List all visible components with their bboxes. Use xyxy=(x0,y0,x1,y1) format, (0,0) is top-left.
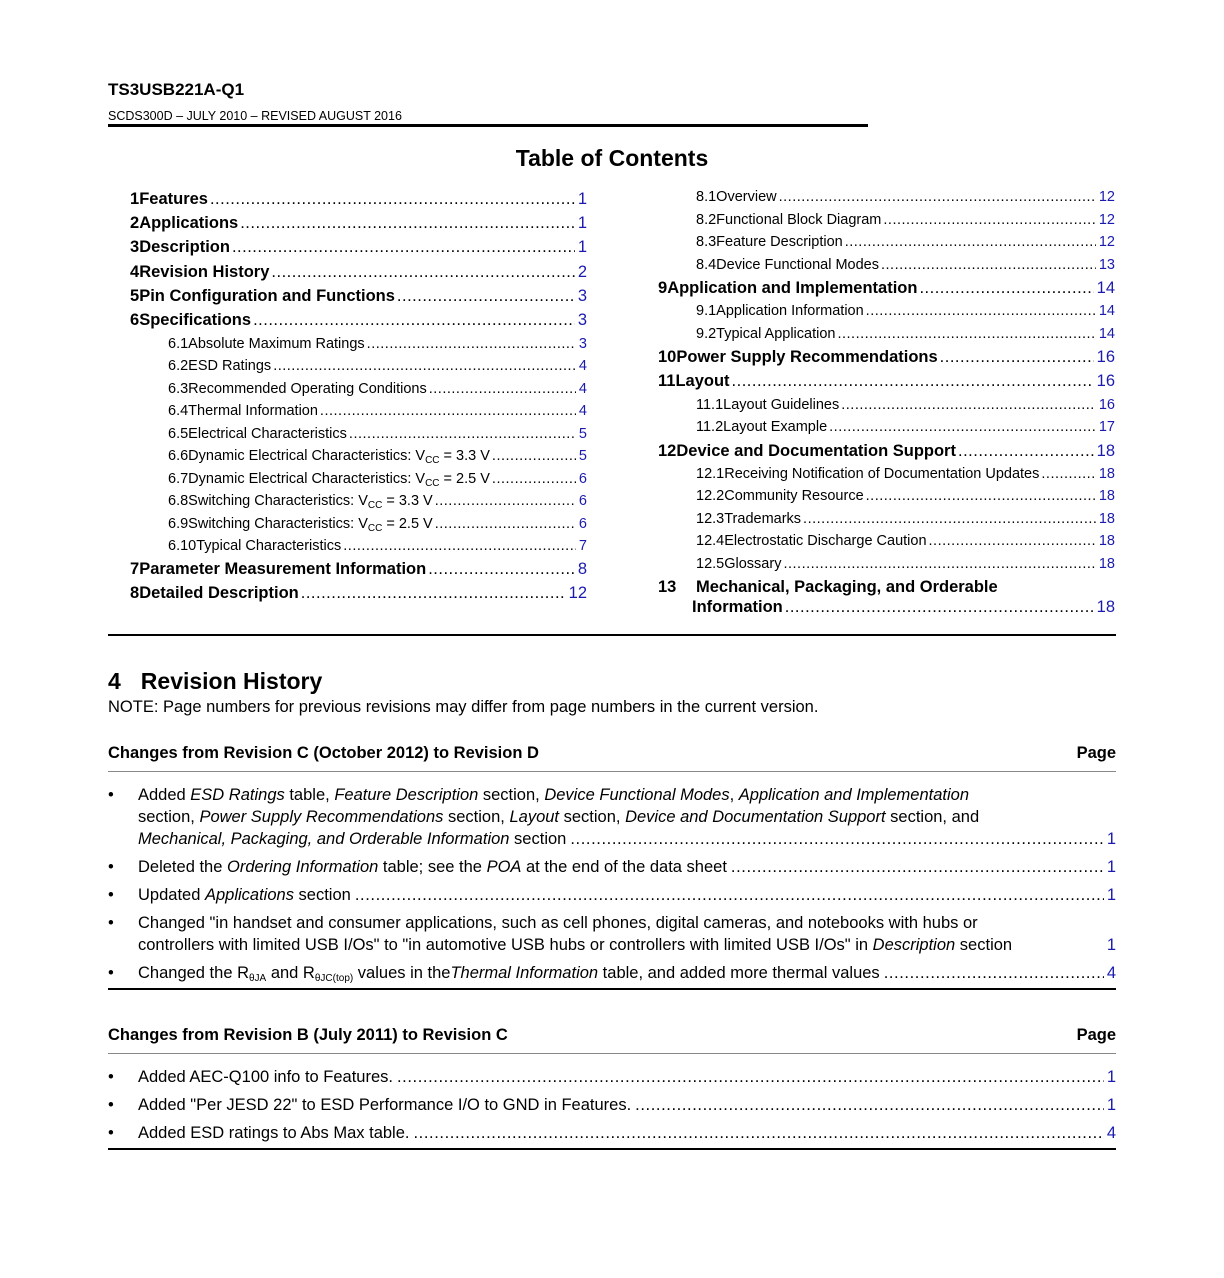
toc-entry-label: Absolute Maximum Ratings xyxy=(188,336,365,352)
toc-leader xyxy=(785,598,1094,617)
toc-entry-page[interactable]: 18 xyxy=(1098,511,1115,527)
toc-entry[interactable] xyxy=(130,214,587,238)
toc-entry[interactable] xyxy=(130,287,587,311)
toc-entry[interactable] xyxy=(130,263,587,287)
toc-entry-label: Description xyxy=(139,238,230,256)
toc-entry-number: 6.4 xyxy=(168,403,189,419)
toc-entry-label: Dynamic Electrical Characteristics: $V_{CC} = 2.5$ V xyxy=(188,471,490,489)
toc-leader xyxy=(929,533,1096,549)
toc-entry-label: Dynamic Electrical Characteristics: $V_{CC} = 3.3$ V xyxy=(188,448,490,466)
leader-dots xyxy=(635,1094,1104,1116)
toc-leader xyxy=(253,311,575,330)
toc-entry-number: 12 xyxy=(658,442,677,460)
toc-subentry[interactable] xyxy=(696,326,1115,348)
toc-entry-page[interactable]: 18 xyxy=(1098,466,1115,482)
toc-entry-label: Device and Documentation Support xyxy=(676,442,956,460)
toc-subentry[interactable] xyxy=(696,511,1115,533)
toc-entry-label: Detailed Description xyxy=(139,584,299,602)
toc-subentry[interactable] xyxy=(696,257,1115,279)
toc-entry-page[interactable]: 6 xyxy=(578,493,587,509)
toc-entry-label: ESD Ratings xyxy=(188,358,272,374)
header-rule xyxy=(108,124,868,127)
toc-entry-number: 6.5 xyxy=(168,426,189,442)
toc-entry-page[interactable]: 4 xyxy=(578,381,587,397)
toc-entry-number: 11.1 xyxy=(696,397,724,413)
toc-leader xyxy=(240,214,575,233)
toc-entry-page[interactable]: 1 xyxy=(577,190,587,208)
toc-entry-number: 5 xyxy=(130,287,140,305)
toc-subentry[interactable] xyxy=(696,303,1115,325)
page-column-label: Page xyxy=(1076,744,1116,762)
toc-entry-number: 9 xyxy=(658,279,668,297)
leader-dots xyxy=(414,1122,1104,1144)
bullet-icon: • xyxy=(108,1068,114,1086)
toc-leader xyxy=(1041,466,1096,482)
toc-entry-number: 6.2 xyxy=(168,358,189,374)
toc-entry-number: 9.2 xyxy=(696,326,717,342)
change-page-link[interactable]: 1 xyxy=(1106,858,1116,876)
toc-entry-label: Recommended Operating Conditions xyxy=(188,381,427,397)
toc-entry-number: 1 xyxy=(130,190,140,208)
toc-leader xyxy=(210,190,575,209)
toc-subentry[interactable] xyxy=(696,488,1115,510)
toc-leader xyxy=(779,189,1096,205)
toc-entry-label: Application Information xyxy=(716,303,864,319)
toc-entry-label: Electrical Characteristics xyxy=(188,426,347,442)
toc-leader xyxy=(940,348,1094,367)
toc-entry-page[interactable]: 16 xyxy=(1096,348,1115,366)
toc-entry[interactable] xyxy=(130,584,587,608)
change-group-rule xyxy=(108,1053,1116,1054)
toc-leader xyxy=(829,419,1096,435)
toc-subentry[interactable] xyxy=(168,493,587,515)
toc-entry-number: 8 xyxy=(130,584,140,602)
toc-entry-page[interactable]: 17 xyxy=(1098,419,1115,435)
toc-entry-page[interactable]: 18 xyxy=(1098,556,1115,572)
toc-subentry[interactable] xyxy=(696,189,1115,211)
change-item: • Updated Applications section ..... 1 xyxy=(108,884,1116,906)
toc-entry-page[interactable]: 14 xyxy=(1098,303,1115,319)
toc-subentry[interactable] xyxy=(168,426,587,448)
toc-leader xyxy=(866,488,1096,504)
toc-entry-page[interactable]: 1 xyxy=(577,238,587,256)
toc-entry-number: 6 xyxy=(130,311,140,329)
toc-entry-page[interactable]: 12 xyxy=(1098,212,1115,228)
leader-dots xyxy=(731,856,1104,878)
toc-entry-number: 12.2 xyxy=(696,488,725,504)
toc-entry-page[interactable]: 2 xyxy=(577,263,587,281)
toc-subentry[interactable] xyxy=(696,466,1115,488)
toc-entry-page[interactable]: 16 xyxy=(1096,372,1115,390)
change-page-link[interactable]: 1 xyxy=(1106,1096,1116,1114)
change-group-header xyxy=(108,744,1116,763)
change-page-link[interactable]: 1 xyxy=(1106,936,1116,954)
toc-entry-page[interactable]: 12 xyxy=(1098,189,1115,205)
toc-leader xyxy=(320,403,576,419)
toc-leader xyxy=(301,584,566,603)
change-group-rule xyxy=(108,771,1116,772)
toc-leader xyxy=(958,442,1094,461)
toc-entry-label: Trademarks xyxy=(724,511,802,527)
toc-entry-number: 6.6 xyxy=(168,448,189,464)
toc-subentry[interactable] xyxy=(168,448,587,470)
toc-entry-label: Power Supply Recommendations xyxy=(676,348,938,366)
toc-leader xyxy=(367,336,576,352)
toc-entry-page[interactable]: 16 xyxy=(1098,397,1115,413)
toc-leader xyxy=(343,538,576,554)
toc-entry-number: 7 xyxy=(130,560,140,578)
toc-subentry[interactable] xyxy=(696,419,1115,441)
toc-entry-page[interactable]: 8 xyxy=(577,560,587,578)
toc-entry-page[interactable]: 18 xyxy=(1098,533,1115,549)
toc-entry-page[interactable]: 4 xyxy=(578,403,587,419)
toc-leader xyxy=(881,257,1096,273)
toc-subentry[interactable] xyxy=(696,533,1115,555)
toc-leader xyxy=(271,263,574,282)
toc-entry[interactable] xyxy=(130,238,587,262)
toc-entry-label: Functional Block Diagram xyxy=(716,212,882,228)
toc-entry-label: Community Resource xyxy=(724,488,864,504)
toc-subentry[interactable] xyxy=(168,336,587,358)
toc-entry-label: Layout Example xyxy=(723,419,828,435)
toc-entry-page[interactable]: 18 xyxy=(1096,598,1115,616)
toc-entry-label: Layout Guidelines xyxy=(723,397,840,413)
toc-entry-page[interactable]: 13 xyxy=(1098,257,1115,273)
toc-leader xyxy=(429,381,576,397)
toc-entry-label: Mechanical, Packaging, and Orderable xyxy=(696,578,998,596)
change-group-title: Changes from Revision B (July 2011) to Revision C xyxy=(108,1026,508,1044)
toc-entry-label: Receiving Notification of Documentation Updates xyxy=(724,466,1040,482)
toc-entry[interactable] xyxy=(130,190,587,214)
toc-entry-page[interactable]: 6 xyxy=(578,516,587,532)
toc-entry-number: 10 xyxy=(658,348,677,366)
toc-entry-page[interactable]: 5 xyxy=(578,426,587,442)
toc-entry-page[interactable]: 1 xyxy=(577,214,587,232)
toc-entry-label: Typical Characteristics xyxy=(196,538,342,554)
toc-entry-page[interactable]: 7 xyxy=(578,538,587,554)
bullet-icon: • xyxy=(108,886,114,904)
change-item: • Deleted the Ordering Information table; see the POA at the end of the data sheet ..... 1 xyxy=(108,856,1116,878)
toc-entry-label: Overview xyxy=(716,189,777,205)
toc-leader xyxy=(273,358,576,374)
toc-leader xyxy=(349,426,576,442)
change-item: • Changed the $R_{\theta JA}$ and $R_{\theta JC(top)}$ values in theThermal Information table, and added more thermal values ..... 4 xyxy=(108,962,1116,986)
change-group-header xyxy=(108,1026,1116,1045)
toc-subentry[interactable] xyxy=(168,516,587,538)
toc-entry-number: 3 xyxy=(130,238,140,256)
change-item: • Added ESD ratings to Abs Max table. ..... 4 xyxy=(108,1122,1116,1144)
toc-bottom-rule xyxy=(108,634,1116,636)
toc-subentry[interactable] xyxy=(696,212,1115,234)
change-item: • Added AEC-Q100 info to Features. ..... 1 xyxy=(108,1066,1116,1088)
toc-entry-number: 9.1 xyxy=(696,303,717,319)
change-group-title: Changes from Revision C (October 2012) to Revision D xyxy=(108,744,539,762)
toc-entry-number: 6.10 xyxy=(168,538,197,554)
toc-subentry[interactable] xyxy=(696,234,1115,256)
toc-leader xyxy=(783,556,1095,572)
toc-entry-label: Parameter Measurement Information xyxy=(139,560,427,578)
bullet-icon: • xyxy=(108,1096,114,1114)
leader-dots xyxy=(355,884,1104,906)
document-id: SCDS300D – JULY 2010 – REVISED AUGUST 2016 xyxy=(108,109,402,123)
toc-leader xyxy=(232,238,575,257)
revision-note: NOTE: Page numbers for previous revisions may differ from page numbers in the current version. xyxy=(108,698,819,716)
toc-entry-page[interactable]: 12 xyxy=(568,584,587,602)
toc-subentry[interactable] xyxy=(168,403,587,425)
toc-entry-page[interactable]: 3 xyxy=(578,336,587,352)
change-page-link[interactable]: 4 xyxy=(1106,1124,1116,1142)
change-item: • Added "Per JESD 22" to ESD Performance I/O to GND in Features. ..... 1 xyxy=(108,1094,1116,1116)
bullet-icon: • xyxy=(108,858,114,876)
toc-leader xyxy=(883,212,1095,228)
revision-history-heading: 4 Revision History xyxy=(108,668,323,694)
toc-entry-number: 6.7 xyxy=(168,471,189,487)
leader-dots xyxy=(397,1066,1104,1088)
toc-subentry[interactable] xyxy=(168,381,587,403)
change-page-link[interactable]: 1 xyxy=(1106,886,1116,904)
toc-entry-page[interactable]: 18 xyxy=(1098,488,1115,504)
toc-leader xyxy=(837,326,1095,342)
bullet-icon: • xyxy=(108,964,114,982)
toc-entry-number: 13 xyxy=(658,578,677,596)
toc-entry[interactable] xyxy=(658,279,1115,303)
toc-leader xyxy=(492,448,576,464)
toc-leader xyxy=(492,471,576,487)
page-column-label: Page xyxy=(1076,1026,1116,1044)
toc-entry-page[interactable]: 6 xyxy=(578,471,587,487)
toc-entry-number: 8.1 xyxy=(696,189,717,205)
change-item: • Added ESD Ratings table, Feature Description section, Device Functional Modes, Application and Implementation section, Power Supply Recommendations section, Layout section, Device and Documentation Support section, and Mechanical, Packaging, and Orderable Information section ..... 1 xyxy=(108,784,1116,850)
toc-subentry[interactable] xyxy=(168,471,587,493)
toc-leader xyxy=(428,560,575,579)
toc-entry-number: 6.9 xyxy=(168,516,189,532)
toc-entry-label: Typical Application xyxy=(716,326,836,342)
toc-entry-label: Glossary xyxy=(724,556,782,572)
bullet-icon: • xyxy=(108,786,114,804)
change-item: • Changed "in handset and consumer applications, such as cell phones, digital cameras, and notebooks with hubs or controllers with limited USB I/Os" to "in automotive USB hubs or controllers with limited USB I/Os" in Description section 1 xyxy=(108,914,1116,954)
toc-leader xyxy=(435,516,576,532)
toc-entry-page[interactable]: 3 xyxy=(577,287,587,305)
toc-entry[interactable] xyxy=(130,311,587,335)
toc-entry-number: 8.3 xyxy=(696,234,717,250)
toc-title: Table of Contents xyxy=(515,145,709,171)
toc-entry-label: Revision History xyxy=(139,263,270,281)
toc-entry-number: 2 xyxy=(130,214,140,232)
toc-entry-number: 4 xyxy=(130,263,140,281)
toc-leader xyxy=(397,287,575,306)
toc-entry[interactable] xyxy=(658,442,1115,466)
toc-entry-page[interactable]: 4 xyxy=(578,358,587,374)
toc-entry-label: Application and Implementation xyxy=(667,279,918,297)
toc-entry-number: 12.4 xyxy=(696,533,725,549)
toc-entry-page[interactable]: 3 xyxy=(577,311,587,329)
toc-leader xyxy=(435,493,576,509)
toc-entry-number: 8.2 xyxy=(696,212,717,228)
toc-entry[interactable] xyxy=(692,598,1115,622)
leader-dots xyxy=(570,828,1103,850)
toc-entry-label: Pin Configuration and Functions xyxy=(139,287,395,305)
toc-entry-label: Electrostatic Discharge Caution xyxy=(724,533,927,549)
toc-leader xyxy=(803,511,1096,527)
toc-entry-label: Feature Description xyxy=(716,234,843,250)
toc-entry-label: Information xyxy=(692,598,783,616)
toc-subentry[interactable] xyxy=(696,397,1115,419)
toc-entry-number: 12.1 xyxy=(696,466,725,482)
toc-subentry[interactable] xyxy=(168,538,587,560)
toc-entry[interactable] xyxy=(658,348,1115,372)
leader-dots xyxy=(884,962,1104,984)
toc-subentry[interactable] xyxy=(696,556,1115,578)
toc-leader xyxy=(866,303,1096,319)
toc-entry-number: 12.3 xyxy=(696,511,725,527)
toc-entry-page[interactable]: 12 xyxy=(1098,234,1115,250)
change-page-link[interactable]: 1 xyxy=(1106,830,1116,848)
part-number: TS3USB221A-Q1 xyxy=(108,80,245,99)
toc-entry-label: Switching Characteristics: $V_{CC} = 3.3$ V xyxy=(188,493,433,511)
toc-entry-number: 8.4 xyxy=(696,257,717,273)
toc-entry-label: Features xyxy=(139,190,208,208)
change-page-link[interactable]: 1 xyxy=(1106,1068,1116,1086)
toc-entry-page[interactable]: 5 xyxy=(578,448,587,464)
toc-entry-label: Layout xyxy=(675,372,730,390)
toc-entry-label: Device Functional Modes xyxy=(716,257,879,273)
toc-entry-number: 6.3 xyxy=(168,381,189,397)
toc-leader xyxy=(732,372,1094,391)
toc-entry-label: Specifications xyxy=(139,311,252,329)
change-group-bottom-rule xyxy=(108,1148,1116,1150)
toc-entry-label: Thermal Information xyxy=(188,403,318,419)
toc-leader xyxy=(845,234,1096,250)
toc-leader xyxy=(841,397,1096,413)
toc-entry[interactable] xyxy=(658,372,1115,396)
toc-entry-number: 11.2 xyxy=(696,419,724,435)
toc-entry-page[interactable]: 18 xyxy=(1096,442,1115,460)
toc-entry-number: 6.1 xyxy=(168,336,189,352)
toc-entry-number: 11 xyxy=(658,372,676,390)
toc-entry-page[interactable]: 14 xyxy=(1096,279,1115,297)
toc-entry-label: Switching Characteristics: $V_{CC} = 2.5$ V xyxy=(188,516,433,534)
change-page-link[interactable]: 4 xyxy=(1106,964,1116,982)
toc-subentry[interactable] xyxy=(168,358,587,380)
toc-entry-number: 12.5 xyxy=(696,556,725,572)
bullet-icon: • xyxy=(108,914,114,932)
toc-entry-number: 6.8 xyxy=(168,493,189,509)
toc-entry[interactable] xyxy=(130,560,587,584)
toc-entry-label: Applications xyxy=(139,214,239,232)
toc-leader xyxy=(919,279,1093,298)
bullet-icon: • xyxy=(108,1124,114,1142)
change-group-bottom-rule xyxy=(108,988,1116,990)
toc-entry-page[interactable]: 14 xyxy=(1098,326,1115,342)
